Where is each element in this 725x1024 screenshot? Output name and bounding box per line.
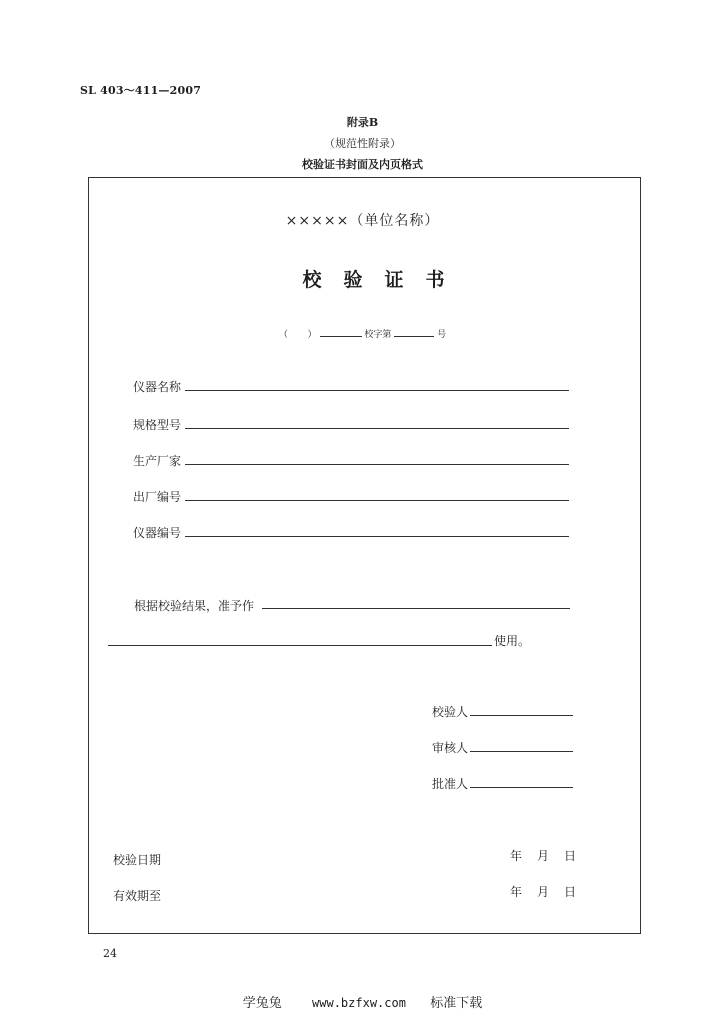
footer-tagline: 标准下载 <box>430 996 483 1011</box>
inspection-month-label: 月 <box>537 849 550 863</box>
appendix-title: 附录B <box>346 116 379 129</box>
field-line-factory-number[interactable] <box>185 500 569 501</box>
signature-line-approver[interactable] <box>470 787 573 788</box>
inspection-year-label: 年 <box>510 849 523 863</box>
field-label-instrument-name: 仪器名称 <box>133 380 182 394</box>
conclusion-suffix: 使用。 <box>494 634 531 648</box>
number-blank[interactable] <box>394 327 434 337</box>
field-label-factory-number: 出厂编号 <box>133 490 182 504</box>
certificate-number-line <box>0 327 725 340</box>
signature-line-reviewer[interactable] <box>470 751 573 752</box>
inspection-day-label: 日 <box>564 849 577 863</box>
signature-label-reviewer: 审核人 <box>432 741 469 755</box>
footer-site-name: 学兔兔 <box>242 996 282 1011</box>
conclusion-line-1[interactable] <box>262 608 570 609</box>
date-label-inspection: 校验日期 <box>113 853 162 867</box>
number-end-label: 号 <box>437 330 447 340</box>
valid-month-label: 月 <box>537 885 550 899</box>
field-line-instrument-number[interactable] <box>185 536 569 537</box>
valid-day-label: 日 <box>564 885 577 899</box>
field-line-instrument-name[interactable] <box>185 390 569 391</box>
appendix-subtitle: 校验证书封面及内页格式 <box>302 158 423 171</box>
signature-line-inspector[interactable] <box>470 715 573 716</box>
field-line-model[interactable] <box>185 428 569 429</box>
signature-label-approver: 批准人 <box>432 777 469 791</box>
number-open-paren: （ <box>278 330 288 340</box>
number-close-paren: ） <box>307 330 317 340</box>
number-mid-label: 校字第 <box>364 330 392 340</box>
conclusion-prefix: 根据校验结果，准予作 <box>134 599 255 613</box>
valid-year-label: 年 <box>510 885 523 899</box>
certificate-title: 校验证书 <box>302 269 467 291</box>
field-label-manufacturer: 生产厂家 <box>133 454 182 468</box>
unit-name: ×××××（单位名称） <box>285 213 440 229</box>
conclusion-line-2[interactable] <box>108 645 492 646</box>
field-label-model: 规格型号 <box>133 418 182 432</box>
field-label-instrument-number: 仪器编号 <box>133 526 182 540</box>
date-label-valid-until: 有效期至 <box>113 889 162 903</box>
signature-label-inspector: 校验人 <box>432 705 469 719</box>
field-line-manufacturer[interactable] <box>185 464 569 465</box>
footer-url[interactable]: www.bzfxw.com <box>312 996 406 1010</box>
footer <box>0 992 725 1011</box>
number-prefix-blank[interactable] <box>320 327 362 337</box>
page-number: 24 <box>103 947 117 960</box>
appendix-type: （规范性附录） <box>324 137 401 150</box>
standard-code: SL 403～411—2007 <box>80 84 202 97</box>
